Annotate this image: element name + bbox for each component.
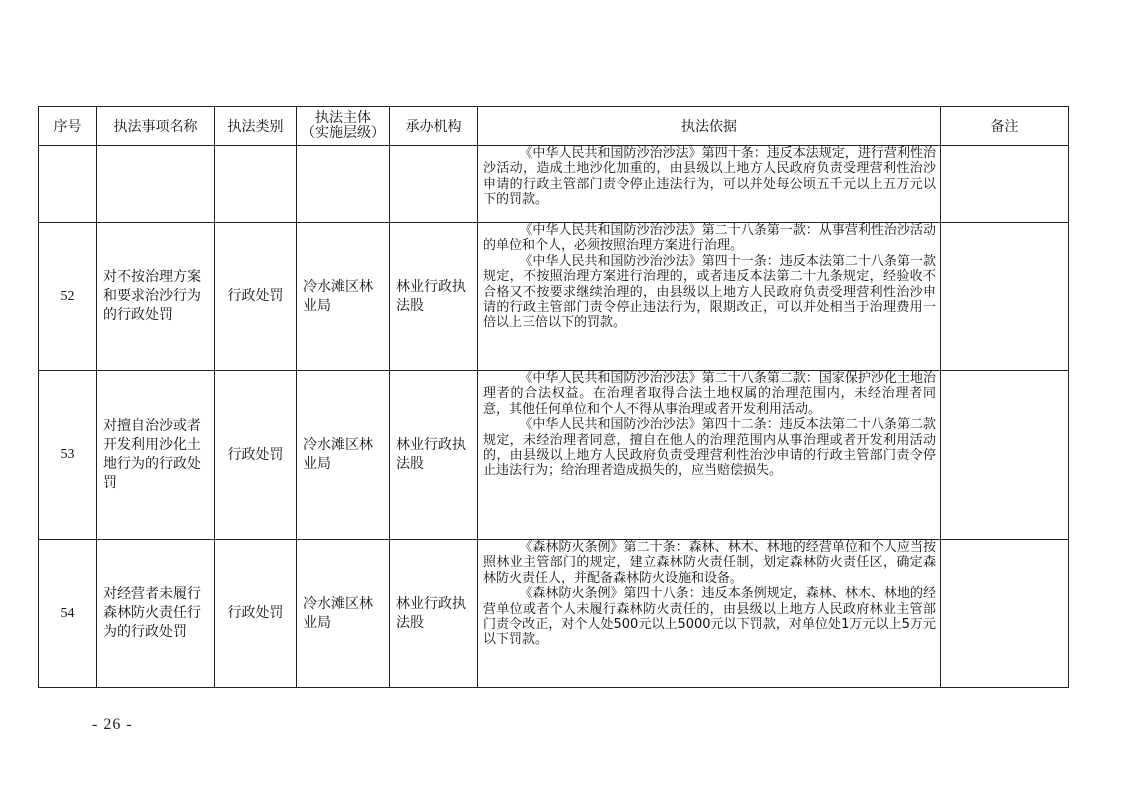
row-number: 54	[39, 540, 97, 688]
legal-basis-paragraph: 《中华人民共和国防沙治沙法》第四十二条：违反本法第二十八条第二款规定，未经治理者同意，擅自在他人的治理范围内从事治理或者开发利用活动的，由县级以上地方人民政府负责受理营利性治沙申请的行政主管部门责令停止违法行为；给治理者造成损失的，应当赔偿损失。	[483, 417, 936, 479]
header-category: 执法类别	[215, 107, 297, 146]
header-note: 备注	[941, 107, 1069, 146]
header-num: 序号	[39, 107, 97, 146]
legal-basis-paragraph: 《森林防火条例》第四十八条：违反本条例规定，森林、林木、林地的经营单位或者个人未履行森林防火责任的，由县级以上地方人民政府林业主管部门责令改正，对个人处500元以上5000元以下罚款，对单位处1万元以上5万元以下罚款。	[483, 586, 936, 648]
enforcement-table	[38, 106, 1069, 688]
legal-basis-paragraph: 《中华人民共和国防沙治沙法》第四十条：违反本法规定，进行营利性治沙活动，造成土地沙化加重的，由县级以上地方人民政府负责受理营利性治沙申请的行政主管部门责令停止违法行为，可以并处每公顷五千元以上五万元以下的罚款。	[483, 146, 936, 208]
row-category: 行政处罚	[215, 540, 297, 688]
table-row	[39, 223, 1069, 371]
row-subject: 冷水滩区林业局	[297, 540, 390, 688]
header-name: 执法事项名称	[97, 107, 215, 146]
row-item-name: 对不按治理方案和要求治沙行为的行政处罚	[97, 223, 215, 371]
row-org: 林业行政执法股	[390, 223, 478, 371]
row-legal-basis	[478, 146, 941, 223]
row-subject	[297, 146, 390, 223]
table-row	[39, 371, 1069, 540]
row-note	[941, 540, 1069, 688]
row-number: 52	[39, 223, 97, 371]
row-item-name	[97, 146, 215, 223]
row-category: 行政处罚	[215, 223, 297, 371]
table-row	[39, 146, 1069, 223]
row-number: 53	[39, 371, 97, 540]
row-item-name: 对擅自治沙或者开发利用沙化土地行为的行政处罚	[97, 371, 215, 540]
legal-basis-paragraph: 《中华人民共和国防沙治沙法》第二十八条第一款：从事营利性治沙活动的单位和个人，必须按照治理方案进行治理。	[483, 223, 936, 254]
row-note	[941, 371, 1069, 540]
row-category	[215, 146, 297, 223]
row-legal-basis	[478, 371, 941, 540]
header-subject-line2: （实施层级）	[301, 125, 385, 141]
row-category: 行政处罚	[215, 371, 297, 540]
table-header-row	[39, 107, 1069, 146]
row-subject: 冷水滩区林业局	[297, 371, 390, 540]
header-subject-line1: 执法主体	[315, 110, 371, 126]
row-org: 林业行政执法股	[390, 371, 478, 540]
row-org: 林业行政执法股	[390, 540, 478, 688]
legal-basis-paragraph: 《森林防火条例》第二十条：森林、林木、林地的经营单位和个人应当按照林业主管部门的规定，建立森林防火责任制，划定森林防火责任区，确定森林防火责任人，并配备森林防火设施和设备。	[483, 540, 936, 586]
row-note	[941, 146, 1069, 223]
header-basis: 执法依据	[478, 107, 941, 146]
header-subject	[297, 107, 390, 146]
row-number	[39, 146, 97, 223]
table-row	[39, 540, 1069, 688]
row-subject: 冷水滩区林业局	[297, 223, 390, 371]
row-legal-basis	[478, 540, 941, 688]
row-legal-basis	[478, 223, 941, 371]
row-org	[390, 146, 478, 223]
row-item-name: 对经营者未履行森林防火责任行为的行政处罚	[97, 540, 215, 688]
row-note	[941, 223, 1069, 371]
page-number: - 26 -	[92, 716, 133, 733]
legal-basis-paragraph: 《中华人民共和国防沙治沙法》第二十八条第二款：国家保护沙化土地治理者的合法权益。在治理者取得合法土地权属的治理范围内，未经治理者同意，其他任何单位和个人不得从事治理或者开发利用活动。	[483, 371, 936, 417]
legal-basis-paragraph: 《中华人民共和国防沙治沙法》第四十一条：违反本法第二十八条第一款规定，不按照治理方案进行治理的，或者违反本法第二十九条规定，经验收不合格又不按要求继续治理的，由县级以上地方人民政府负责受理营利性治沙申请的行政主管部门责令停止违法行为，限期改正，可以并处相当于治理费用一倍以上三倍以下的罚款。	[483, 253, 936, 331]
header-org: 承办机构	[390, 107, 478, 146]
